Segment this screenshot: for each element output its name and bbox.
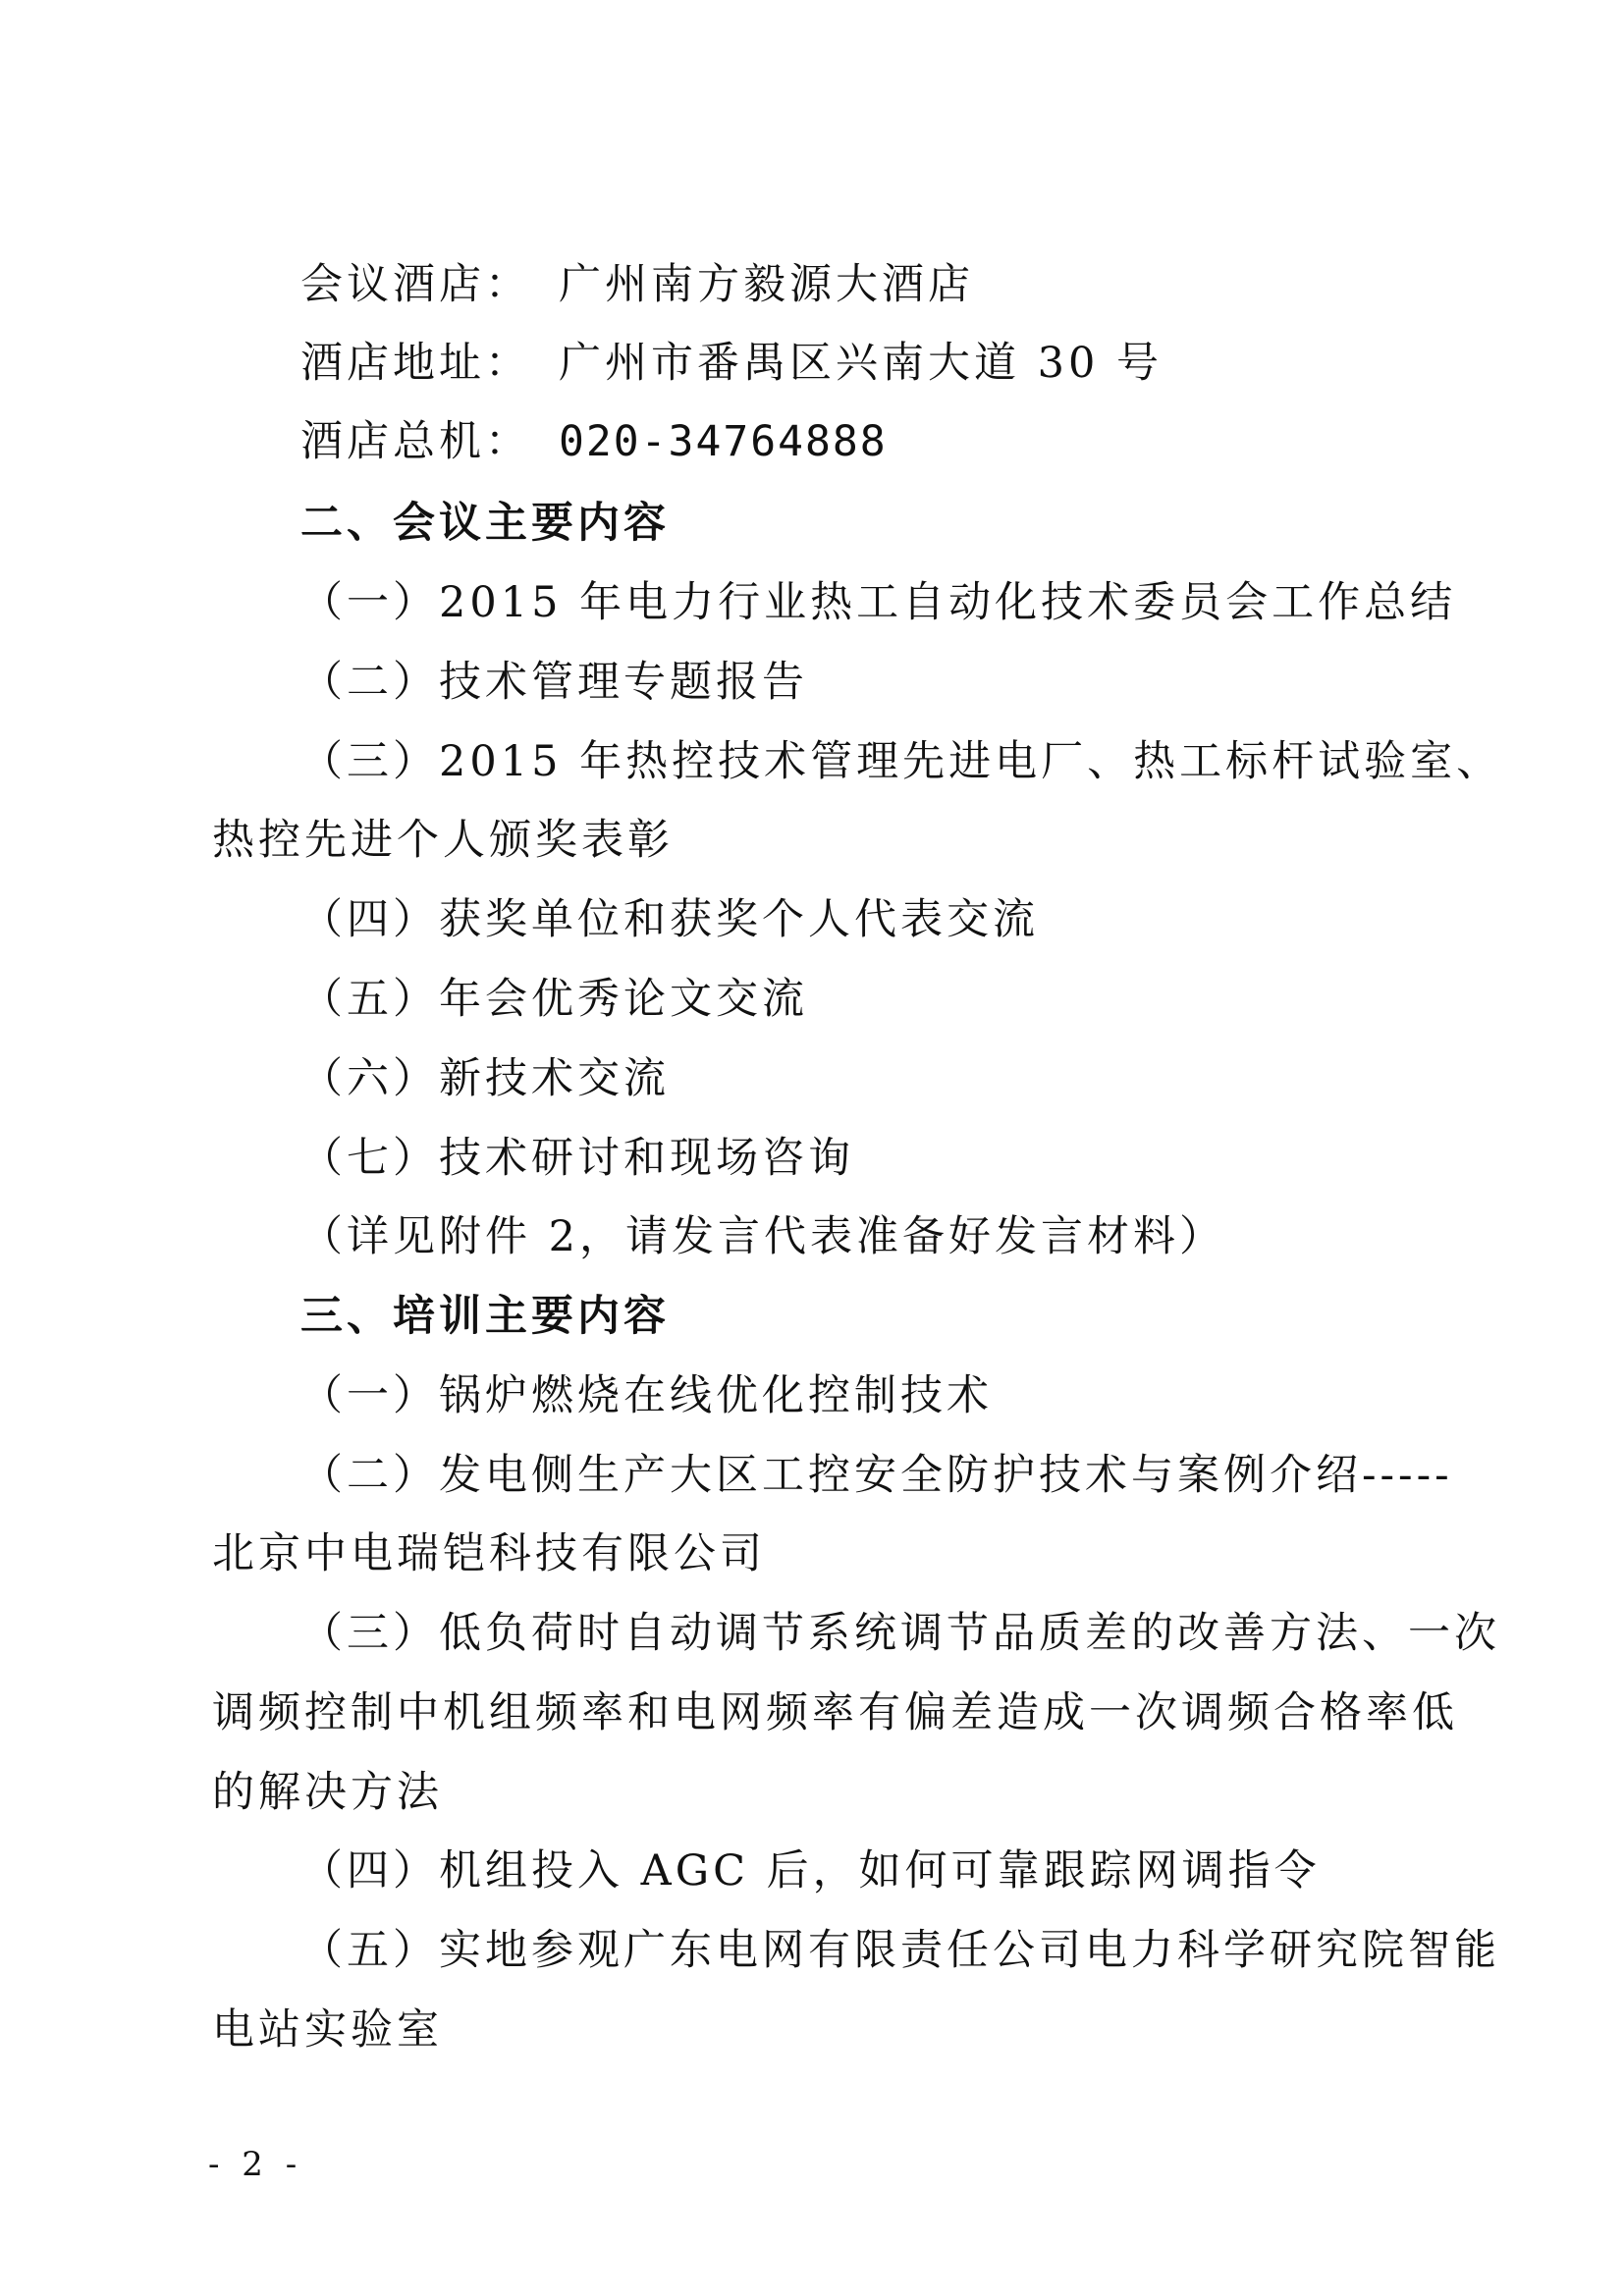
hotel-phone-value: 020-34764888 [559, 417, 888, 466]
training-item-1: （一）锅炉燃烧在线优化控制技术 [300, 1371, 993, 1420]
meeting-item-2: （二）技术管理专题报告 [300, 658, 808, 707]
meeting-item-3-line-2: 热控先进个人颁奖表彰 [212, 816, 674, 865]
meeting-item-7: （七）技术研讨和现场咨询 [300, 1134, 854, 1183]
meeting-note: （详见附件 2，请发言代表准备好发言材料） [300, 1212, 1226, 1261]
meeting-heading: 二、会议主要内容 [300, 499, 670, 548]
training-item-2-line-2: 北京中电瑞铠科技有限公司 [212, 1529, 766, 1578]
meeting-item-4: （四）获奖单位和获奖个人代表交流 [300, 895, 1039, 944]
training-heading: 三、培训主要内容 [300, 1292, 670, 1341]
hotel-name-label: 会议酒店： [300, 260, 531, 309]
training-item-3-line-3: 的解决方法 [212, 1768, 443, 1817]
page-number: - 2 - [208, 2145, 303, 2184]
hotel-address-label: 酒店地址： [300, 339, 531, 388]
meeting-item-3-line-1: （三）2015 年热控技术管理先进电厂、热工标杆试验室、 [300, 737, 1503, 786]
meeting-item-1: （一）2015 年电力行业热工自动化技术委员会工作总结 [300, 578, 1457, 627]
hotel-phone-line [300, 412, 888, 471]
meeting-item-5: （五）年会优秀论文交流 [300, 975, 808, 1024]
hotel-phone-label: 酒店总机： [300, 417, 531, 466]
hotel-address-value: 广州市番禺区兴南大道 30 号 [559, 339, 1164, 388]
training-item-2-line-1: （二）发电侧生产大区工控安全防护技术与案例介绍----- [300, 1451, 1453, 1500]
training-item-5-line-1: （五）实地参观广东电网有限责任公司电力科学研究院智能 [300, 1926, 1500, 1975]
hotel-name-value: 广州南方毅源大酒店 [559, 260, 974, 309]
training-item-3-line-1: （三）低负荷时自动调节系统调节品质差的改善方法、一次 [300, 1609, 1500, 1658]
meeting-item-6: （六）新技术交流 [300, 1054, 670, 1103]
training-item-3-line-2: 调频控制中机组频率和电网频率有偏差造成一次调频合格率低 [212, 1688, 1458, 1737]
hotel-name-line [300, 255, 974, 314]
hotel-address-line [300, 334, 1163, 393]
training-item-5-line-2: 电站实验室 [212, 2005, 443, 2055]
training-item-4: （四）机组投入 AGC 后，如何可靠跟踪网调指令 [300, 1846, 1321, 1896]
